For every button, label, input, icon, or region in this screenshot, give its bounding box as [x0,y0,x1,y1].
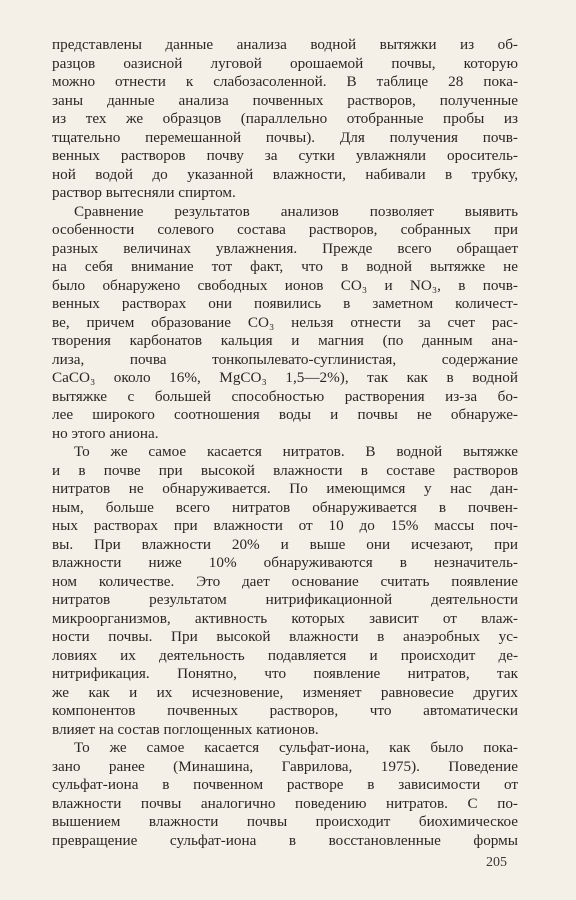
text-line: превращение сульфат-иона в восстановленные формы [52,831,518,849]
text-line: влияет на состав поглощенных катионов. [52,720,319,738]
text-line: из тех же образцов (параллельно отобранные пробы из [52,110,518,127]
text-line: раствор вытесняли спиртом. [52,184,236,201]
text-line: представлены данные анализа водной вытяжки из об- [52,36,518,53]
text-line: микроорганизмов, активность которых зависит от влаж- [52,609,518,627]
text-line: но этого аниона. [52,424,159,442]
text-line: можно отнести к слабозасоленной. В таблице 28 пока- [52,73,518,90]
text-line: венных растворов почву за сутки увлажняли ороситель- [52,147,518,164]
text-line: CaCO₃ около 16%, MgCO₃ 1,5—2%), так как в водной [52,369,518,386]
text-line: ной водой до указанной влажности, набивали в трубку, [52,165,518,183]
text-line: творения карбонатов кальция и магния (по данным ана- [52,332,518,349]
body-text [52,36,518,850]
text-line: заны данные анализа почвенных растворов, полученные [52,91,518,109]
paragraph [52,739,518,850]
paragraph [52,203,518,444]
text-line: на себя внимание тот факт, что в водной вытяжке не [52,258,518,275]
text-line: тщательно перемешанной почвы). Для получения почв- [52,128,518,146]
text-line: и в почве при высокой влажности в составе растворов [52,461,518,479]
text-line: лее широкого соотношения воды и почвы не обнаруже- [52,406,518,423]
text-line: разцов оазисной луговой орошаемой почвы, которую [52,54,518,72]
text-line: ности почвы. При высокой влажности в анаэробных ус- [52,628,518,645]
text-line: влажности почвы аналогично поведению нитратов. С по- [52,794,518,812]
text-line: нитратов результатом нитрификационной деятельности [52,591,518,608]
text-line: вышением влажности почвы происходит биохимическое [52,813,518,830]
text-line: То же самое касается нитратов. В водной вытяжке [74,443,518,460]
text-line: было обнаружено свободных ионов CO₃ и NO₃, в почв- [52,276,518,294]
text-line: нитратов не обнаруживается. По имеющимся у нас дан- [52,480,518,497]
text-line: разных величинах увлажнения. Прежде всего обращает [52,239,518,257]
text-line: вытяжке с большей способностью растворения из-за бо- [52,387,518,405]
text-line: нитрификация. Понятно, что появление нитратов, так [52,665,518,682]
text-line: Сравнение результатов анализов позволяет выявить [74,202,518,220]
paragraph [52,36,518,203]
text-line: То же самое касается сульфат-иона, как было пока- [74,739,518,756]
text-line: сульфат-иона в почвенном растворе в зависимости от [52,776,518,793]
text-line: ном количестве. Это дает основание считать появление [52,572,518,590]
paragraph [52,443,518,739]
text-line: ве, причем образование CO₃ нельзя отнести за счет рас- [52,313,518,331]
text-line: зано ранее (Минашина, Гаврилова, 1975). Поведение [52,757,518,775]
text-line: ным, больше всего нитратов обнаруживается в почвен- [52,498,518,516]
text-line: особенности солевого состава растворов, собранных при [52,221,518,238]
text-line: ных растворах при влажности от 10 до 15% массы поч- [52,517,518,534]
text-line: ловиях их деятельность подавляется и происходит де- [52,646,518,664]
text-line: же как и их исчезновение, изменяет равновесие других [52,683,518,701]
page-number: 205 [486,855,507,870]
text-line: венных растворах они появились в заметном количест- [52,295,518,312]
text-line: компонентов почвенных растворов, что автоматически [52,702,518,719]
text-line: влажности ниже 10% обнаруживаются в незначитель- [52,554,518,571]
text-line: вы. При влажности 20% и выше они исчезают, при [52,535,518,553]
text-line: лиза, почва тонкопылевато-суглинистая, содержание [52,350,518,368]
